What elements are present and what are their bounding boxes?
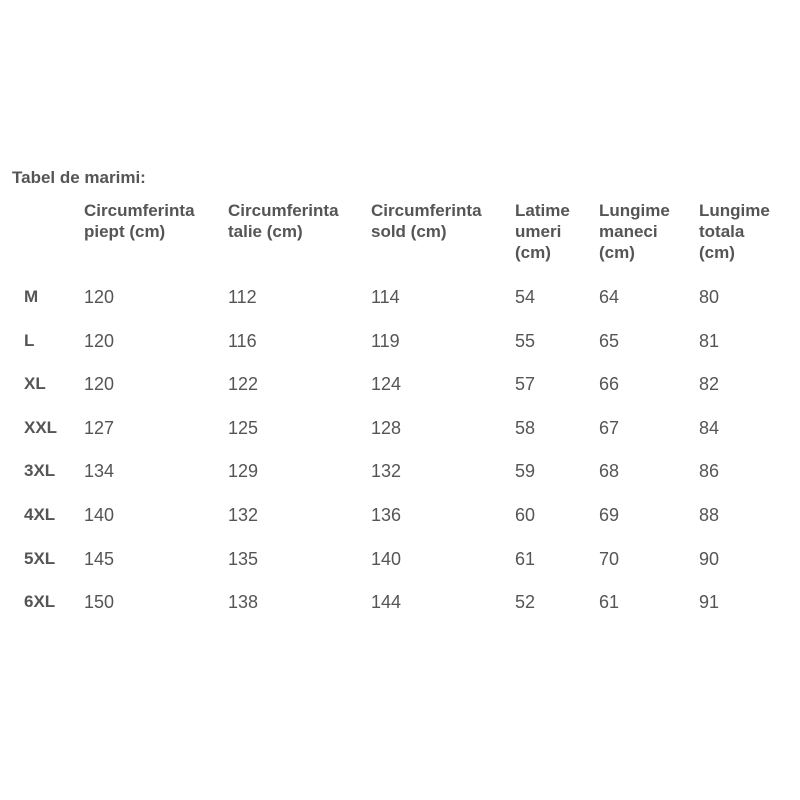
column-header-5 [599, 200, 670, 263]
table-cell: 80 [699, 287, 720, 307]
column-header-line: Lungime [599, 201, 670, 220]
table-cell: 150 [84, 592, 115, 613]
table-cell: 67 [599, 417, 620, 438]
table-row [0, 548, 800, 570]
column-header-line: Latime [515, 201, 570, 220]
table-row [0, 286, 800, 308]
table-cell: 136 [371, 505, 402, 525]
table-cell: 120 [84, 287, 115, 307]
table-cell: 66 [599, 374, 620, 395]
size-label: 5XL [24, 548, 56, 568]
table-cell: 55 [515, 330, 536, 351]
table-cell: 114 [371, 287, 400, 307]
column-header-line: sold (cm) [371, 222, 447, 241]
table-cell: 54 [515, 287, 536, 307]
table-cell: 116 [228, 330, 257, 351]
table-cell: 129 [228, 461, 259, 482]
column-header-4 [515, 200, 570, 263]
table-cell: 120 [84, 330, 115, 351]
column-header-3 [371, 200, 482, 242]
table-row [0, 460, 800, 482]
column-header-line: Circumferinta [371, 201, 482, 220]
table-cell: 86 [699, 461, 720, 482]
page-title: Tabel de marimi: [12, 168, 146, 187]
size-label: XL [24, 374, 46, 394]
table-cell: 52 [515, 592, 536, 613]
table-cell: 61 [515, 548, 536, 569]
table-cell: 140 [84, 505, 115, 525]
column-header-line: totala [699, 222, 745, 241]
column-header-line: (cm) [699, 243, 735, 262]
table-cell: 112 [228, 287, 257, 307]
table-cell: 59 [515, 461, 536, 482]
table-cell: 58 [515, 417, 536, 438]
table-cell: 128 [371, 417, 402, 438]
column-header-line: talie (cm) [228, 222, 303, 241]
size-label: 4XL [24, 505, 56, 524]
table-cell: 135 [228, 548, 259, 569]
column-header-line: maneci [599, 222, 658, 241]
table-cell: 69 [599, 505, 620, 525]
column-header-line: Lungime [699, 201, 770, 220]
column-header-1 [84, 200, 195, 242]
table-cell: 91 [699, 592, 720, 613]
table-cell: 122 [228, 374, 259, 395]
table-cell: 132 [371, 461, 402, 482]
table-cell: 120 [84, 374, 115, 395]
table-row [0, 417, 800, 439]
column-header-line: Circumferinta [84, 201, 195, 220]
table-cell: 70 [599, 548, 620, 569]
column-header-line: piept (cm) [84, 222, 166, 241]
table-cell: 90 [699, 548, 720, 569]
table-cell: 64 [599, 287, 620, 307]
table-cell: 61 [599, 592, 620, 613]
size-label: 6XL [24, 592, 56, 612]
table-cell: 65 [599, 330, 620, 351]
table-cell: 82 [699, 374, 720, 395]
column-header-6 [699, 200, 770, 263]
table-cell: 134 [84, 461, 115, 482]
table-row [0, 504, 800, 526]
column-header-line: Circumferinta [228, 201, 339, 220]
table-cell: 81 [699, 330, 720, 351]
column-header-line: umeri [515, 222, 562, 241]
table-cell: 140 [371, 548, 402, 569]
size-label: XXL [24, 417, 58, 437]
size-label: M [24, 287, 39, 306]
table-cell: 84 [699, 417, 720, 438]
table-cell: 132 [228, 505, 259, 525]
table-cell: 68 [599, 461, 620, 482]
column-header-line: (cm) [515, 243, 551, 262]
table-row [0, 591, 800, 613]
table-cell: 57 [515, 374, 536, 395]
size-label: L [24, 330, 35, 350]
column-header-line: (cm) [599, 243, 635, 262]
table-cell: 138 [228, 592, 259, 613]
table-cell: 144 [371, 592, 402, 613]
table-row [0, 330, 800, 352]
table-cell: 125 [228, 417, 259, 438]
size-label: 3XL [24, 461, 56, 481]
table-cell: 88 [699, 505, 720, 525]
table-cell: 119 [371, 330, 400, 351]
column-header-2 [228, 200, 339, 242]
table-row [0, 373, 800, 395]
table-cell: 124 [371, 374, 402, 395]
table-cell: 127 [84, 417, 115, 438]
table-cell: 60 [515, 505, 536, 525]
table-cell: 145 [84, 548, 115, 569]
